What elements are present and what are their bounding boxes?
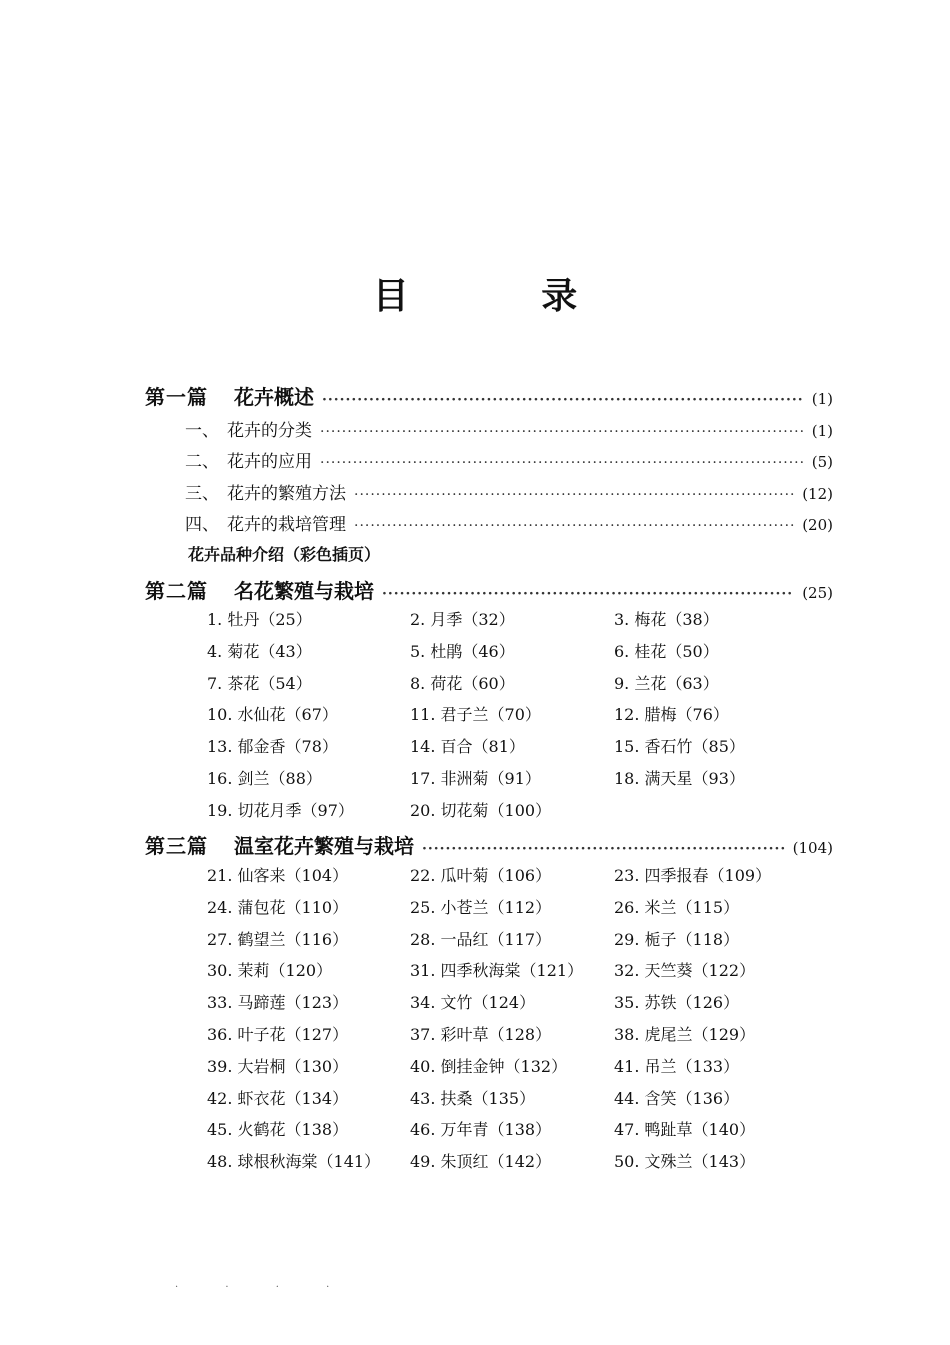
toc-entry[interactable]: 4. 菊花（43）	[207, 641, 312, 661]
toc-entry[interactable]: 12. 腊梅（76）	[614, 705, 729, 725]
dot-leader	[382, 586, 794, 602]
toc-entry[interactable]: 2. 月季（32）	[410, 610, 515, 629]
toc-entry[interactable]: 35. 苏铁（126）	[614, 993, 740, 1013]
toc-entry[interactable]: 43. 扶桑（135）	[410, 1088, 536, 1108]
toc-entry[interactable]: 17. 非洲菊（91）	[410, 768, 541, 788]
section-text: 花卉的分类	[227, 421, 312, 441]
toc-section-4[interactable]	[185, 510, 833, 535]
page-number: (104)	[792, 839, 833, 857]
toc-section-1[interactable]	[185, 416, 833, 441]
part-name: 温室花卉繁殖与栽培	[234, 834, 414, 858]
toc-entry[interactable]: 21. 仙客来（104）	[207, 866, 349, 885]
toc-entry[interactable]: 5. 杜鹃（46）	[410, 641, 515, 661]
page-number: (12)	[802, 485, 833, 503]
dot-leader	[320, 424, 804, 440]
toc-entry[interactable]: 42. 虾衣花（134）	[207, 1088, 349, 1108]
toc-entry[interactable]: 15. 香石竹（85）	[614, 737, 745, 757]
toc-entry[interactable]: 13. 郁金香（78）	[207, 737, 338, 757]
part-name: 花卉概述	[234, 385, 314, 409]
dot-leader	[322, 392, 804, 408]
toc-entry[interactable]: 38. 虎尾兰（129）	[614, 1024, 756, 1044]
toc-entry[interactable]: 11. 君子兰（70）	[410, 705, 541, 725]
toc-entry[interactable]: 8. 荷花（60）	[410, 673, 515, 693]
toc-entry[interactable]: 3. 梅花（38）	[614, 610, 719, 629]
toc-entry[interactable]: 25. 小苍兰（112）	[410, 897, 552, 917]
toc-entry[interactable]: 40. 倒挂金钟（132）	[410, 1056, 568, 1076]
dot-leader	[320, 455, 804, 471]
toc-entry[interactable]: 32. 天竺葵（122）	[614, 961, 756, 981]
toc-section-3[interactable]	[185, 479, 833, 504]
toc-entry[interactable]: 30. 茉莉（120）	[207, 961, 333, 981]
toc-entry[interactable]: 34. 文竹（124）	[410, 993, 536, 1013]
toc-entry[interactable]: 46. 万年青（138）	[410, 1120, 552, 1140]
page-number: (1)	[811, 422, 833, 440]
toc-entry[interactable]: 44. 含笑（136）	[614, 1088, 740, 1108]
toc-entry[interactable]: 48. 球根秋海棠（141）	[207, 1152, 381, 1172]
toc-entry[interactable]: 1. 牡丹（25）	[207, 610, 312, 629]
toc-entry[interactable]: 41. 吊兰（133）	[614, 1056, 740, 1076]
toc-entry[interactable]: 7. 茶花（54）	[207, 673, 312, 693]
toc-entry[interactable]: 28. 一品红（117）	[410, 929, 552, 949]
part-label: 第二篇	[145, 579, 208, 603]
toc-entry[interactable]: 6. 桂花（50）	[614, 641, 719, 661]
toc-entry[interactable]: 14. 百合（81）	[410, 737, 525, 757]
toc-entry[interactable]: 9. 兰花（63）	[614, 673, 719, 693]
page-number: (5)	[811, 453, 833, 471]
page-title: 目 录	[372, 276, 638, 317]
toc-entry[interactable]: 16. 剑兰（88）	[207, 768, 322, 788]
toc-entry[interactable]: 45. 火鹤花（138）	[207, 1120, 349, 1140]
toc-part-1[interactable]	[145, 381, 833, 410]
toc-entry[interactable]: 24. 蒲包花（110）	[207, 897, 349, 917]
section-label: 三、	[185, 484, 219, 504]
toc-entry[interactable]: 20. 切花菊（100）	[410, 800, 552, 820]
toc-entry[interactable]: 39. 大岩桐（130）	[207, 1056, 349, 1076]
section-label: 四、	[185, 515, 219, 535]
toc-entry[interactable]: 31. 四季秋海棠（121）	[410, 961, 584, 981]
section-text: 花卉的应用	[227, 452, 312, 472]
part-3-entry-grid	[207, 860, 807, 1178]
toc-entry[interactable]: 19. 切花月季（97）	[207, 800, 354, 820]
scan-specks: · · · ·	[175, 1282, 352, 1293]
toc-entry[interactable]: 26. 米兰（115）	[614, 897, 740, 917]
toc-part-3[interactable]	[145, 830, 833, 859]
toc-entry[interactable]: 49. 朱顶红（142）	[410, 1152, 552, 1172]
toc-entry[interactable]: 36. 叶子花（127）	[207, 1024, 349, 1044]
toc-entry[interactable]: 33. 马蹄莲（123）	[207, 993, 349, 1013]
page-number: (25)	[802, 584, 833, 602]
toc-entry[interactable]: 50. 文殊兰（143）	[614, 1152, 756, 1172]
part-label: 第三篇	[145, 834, 208, 858]
section-text: 花卉的栽培管理	[227, 515, 346, 535]
toc-entry[interactable]: 29. 栀子（118）	[614, 929, 740, 949]
part-name: 名花繁殖与栽培	[234, 579, 374, 603]
part-2-entry-grid	[207, 604, 807, 827]
toc-entry[interactable]: 37. 彩叶草（128）	[410, 1024, 552, 1044]
section-label: 二、	[185, 452, 219, 472]
toc-entry[interactable]: 47. 鸭趾草（140）	[614, 1120, 756, 1140]
page-number: (20)	[802, 516, 833, 534]
toc-entry[interactable]: 23. 四季报春（109）	[614, 866, 772, 885]
dot-leader	[354, 518, 794, 534]
color-plates-heading[interactable]: 花卉品种介绍（彩色插页）	[188, 545, 381, 564]
section-label: 一、	[185, 421, 219, 441]
toc-entry[interactable]: 10. 水仙花（67）	[207, 705, 338, 725]
dot-leader	[422, 841, 785, 857]
toc-entry[interactable]: 27. 鹤望兰（116）	[207, 929, 349, 949]
toc-section-2[interactable]	[185, 447, 833, 472]
toc-entry[interactable]: 22. 瓜叶菊（106）	[410, 866, 552, 885]
page-number: (1)	[811, 390, 833, 408]
toc-entry[interactable]: 18. 满天星（93）	[614, 768, 745, 788]
section-text: 花卉的繁殖方法	[227, 484, 346, 504]
toc-part-2[interactable]	[145, 575, 833, 604]
dot-leader	[354, 487, 794, 503]
part-label: 第一篇	[145, 385, 208, 409]
